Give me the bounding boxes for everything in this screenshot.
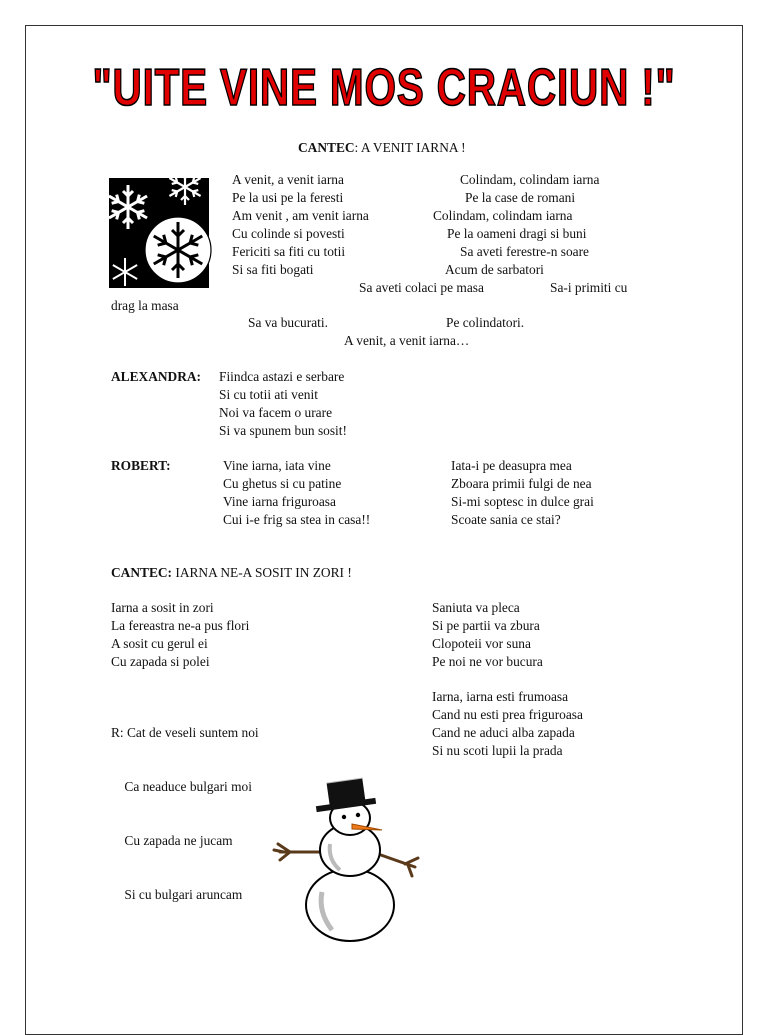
song2-verse-right-line: Clopoteii vor suna <box>432 636 531 651</box>
alexandra-line: Si va spunem bun sosit! <box>219 423 347 438</box>
song1-right-line: Acum de sarbatori <box>445 262 544 277</box>
speaker-alexandra: ALEXANDRA: <box>111 369 202 384</box>
snowflake-icon <box>145 217 211 283</box>
robert-left-line: Vine iarna friguroasa <box>223 494 336 509</box>
song2-refrain-left <box>111 688 259 922</box>
song2-refrain-right-line: Cand ne aduci alba zapada <box>432 725 575 740</box>
song1-left-line: Cu colinde si povesti <box>232 226 345 241</box>
robert-left-line: Vine iarna, iata vine <box>223 458 331 473</box>
song2-verse-left-line: Cu zapada si polei <box>111 654 210 669</box>
song1-line9a: Sa va bucurati. <box>248 315 328 330</box>
alexandra-line: Noi va facem o urare <box>219 405 333 420</box>
song1-heading-title: : A VENIT IARNA ! <box>354 140 466 155</box>
alexandra-lines <box>219 368 347 440</box>
song1-left-line: A venit, a venit iarna <box>232 172 344 187</box>
song2-refrain-left-line: R: Cat de veseli suntem noi <box>111 725 259 740</box>
song1-right-line: Colindam, colindam iarna <box>460 172 600 187</box>
song1-left-line: Am venit , am venit iarna <box>232 208 369 223</box>
alexandra-line: Si cu totii ati venit <box>219 387 318 402</box>
speaker-robert: ROBERT: <box>111 458 171 473</box>
song2-verse-right-line: Saniuta va pleca <box>432 600 520 615</box>
song2-verse-right <box>432 599 543 671</box>
song1-right-line: Pe la case de romani <box>465 190 576 205</box>
song1-line7b: Sa-i primiti cu <box>550 280 628 295</box>
song1-line8: drag la masa <box>111 298 179 313</box>
song1-left-line: Fericiti sa fiti cu totii <box>232 244 346 259</box>
song2-verse-right-line: Pe noi ne vor bucura <box>432 654 543 669</box>
song2-refrain-right-line: Cand nu esti prea friguroasa <box>432 707 583 722</box>
song2-refrain-right <box>432 688 583 760</box>
song2-refrain-left-line: Ca neaduce bulgari moi <box>111 779 252 794</box>
page-title: "UITE VINE MOS CRACIUN !" <box>92 59 676 117</box>
song1-left-line: Si sa fiti bogati <box>232 262 314 277</box>
song2-refrain-right-line: Iarna, iarna esti frumoasa <box>432 689 569 704</box>
song2-verse-left <box>111 599 249 671</box>
song1-left-line: Pe la usi pe la feresti <box>232 190 344 205</box>
top-hat-icon <box>316 776 376 813</box>
alexandra-line: Fiindca astazi e serbare <box>219 369 345 384</box>
song1-heading <box>298 139 466 157</box>
robert-right-line: Iata-i pe deasupra mea <box>451 458 572 473</box>
song1-line7a: Sa aveti colaci pe masa <box>359 280 484 295</box>
song1-left-column <box>232 171 369 279</box>
robert-left-line: Cui i-e frig sa stea in casa!! <box>223 512 371 527</box>
robert-right-line: Si-mi soptesc in dulce grai <box>451 494 594 509</box>
song2-heading <box>111 564 352 582</box>
song2-refrain-left-line: Cu zapada ne jucam <box>111 833 233 848</box>
song2-refrain-left-line: Si cu bulgari aruncam <box>111 887 243 902</box>
song2-verse-left-line: Iarna a sosit in zori <box>111 600 214 615</box>
robert-right-line: Zboara primii fulgi de nea <box>451 476 592 491</box>
robert-left-column <box>223 457 370 529</box>
snowman-picture <box>270 772 430 947</box>
robert-right-line: Scoate sania ce stai? <box>451 512 561 527</box>
song1-heading-label: CANTEC <box>298 140 355 155</box>
song1-right-line: Sa aveti ferestre-n soare <box>460 244 590 259</box>
song2-verse-left-line: A sosit cu gerul ei <box>111 636 208 651</box>
song1-line9b: Pe colindatori. <box>446 315 525 330</box>
song2-verse-right-line: Si pe partii va zbura <box>432 618 540 633</box>
song2-verse-left-line: La fereastra ne-a pus flori <box>111 618 250 633</box>
robert-right-column <box>451 457 594 529</box>
song2-heading-label: CANTEC: <box>111 565 173 580</box>
song2-refrain-right-line: Si nu scoti lupii la prada <box>432 743 563 758</box>
song2-heading-title: IARNA NE-A SOSIT IN ZORI ! <box>172 565 352 580</box>
snowflake-picture <box>100 165 215 290</box>
song1-right-line: Colindam, colindam iarna <box>433 208 573 223</box>
song1-right-line: Pe la oameni dragi si buni <box>447 226 587 241</box>
song1-line10: A venit, a venit iarna… <box>344 333 470 348</box>
robert-left-line: Cu ghetus si cu patine <box>223 476 342 491</box>
